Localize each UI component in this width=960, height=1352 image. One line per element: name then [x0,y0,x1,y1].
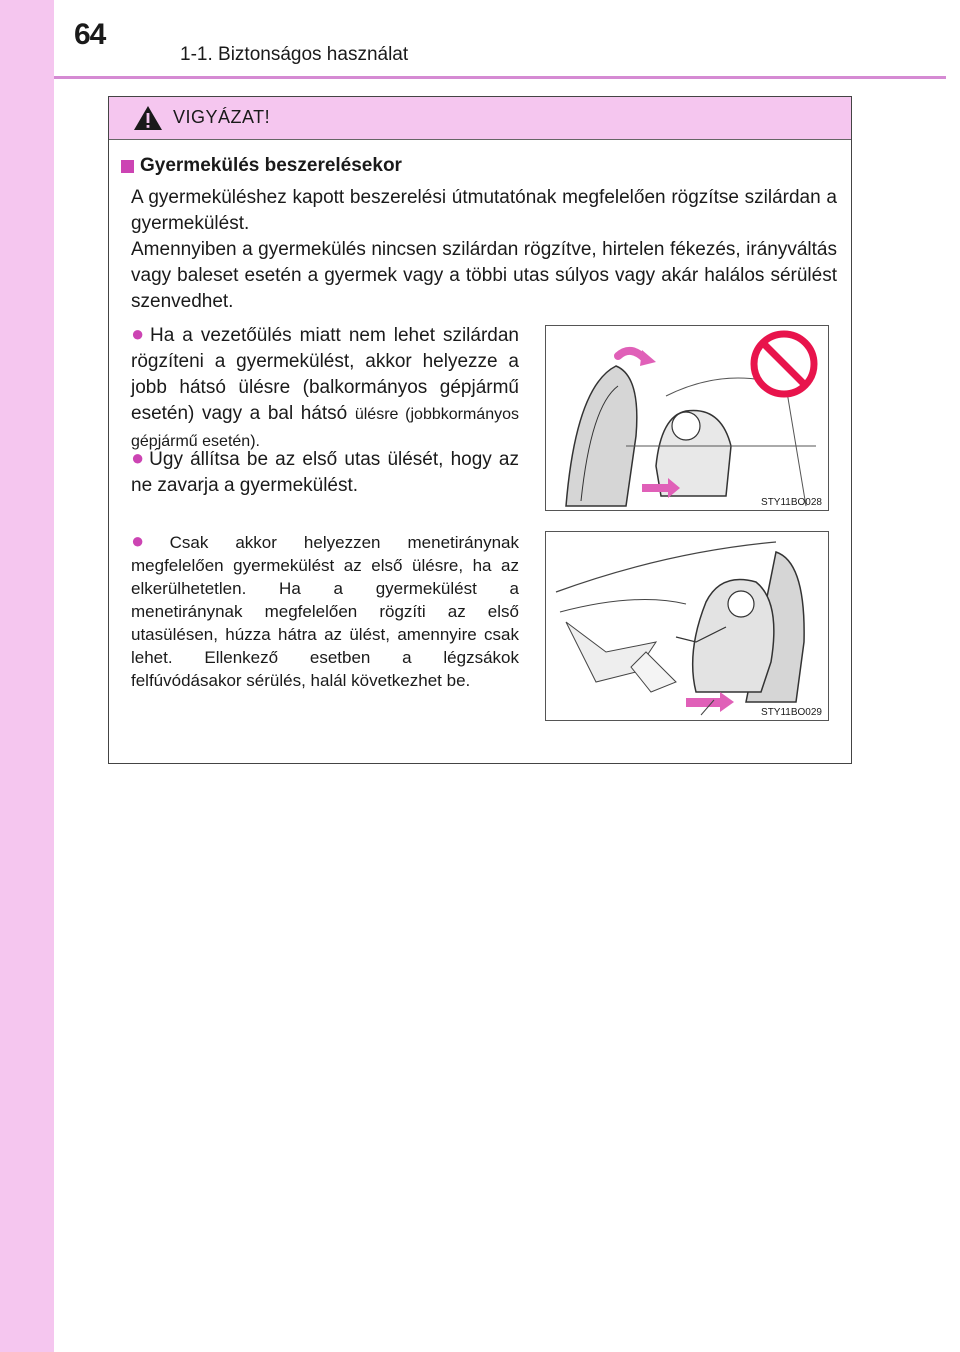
bullet-text: Úgy állítsa be az első utas ülését, hogy az ne zavarja a gyermekülést. [131,449,519,496]
bullet-item [131,321,519,455]
circle-bullet-icon: ● [131,445,147,470]
figure-caption: STY11BO029 [761,707,822,718]
warning-title: VIGYÁZAT! [173,107,271,127]
bullet-text-small: ülésre (jobbkormányos gépjármű esetén). [131,406,519,450]
section-title: 1-1. Biztonságos használat [180,44,409,65]
square-bullet-icon [121,160,134,173]
circle-bullet-icon: ● [131,321,147,346]
header-rule [54,76,946,79]
car-seat-illustration-2 [546,532,828,720]
side-strip [0,0,54,1352]
bullet-text: Ha a vezetőülés miatt nem lehet szilárdan rögzíteni a gyermekülést, akkor helyezze a jobb hátsó ülésre (balkormányos gépjármű esetén) vagy a bal hátsó [131,325,519,424]
car-seat-illustration-1 [546,326,828,510]
page-number: 64 [74,18,106,51]
bullet-text: Csak akkor helyezzen menetiránynak megfelelően gyermekülést az első ülésre, ha az elkerülhetetlen. Ha a gyermekülést a menetiránynak megfelelően rögzíti az első utasülésen, húzza hátra az ülést, amennyire csak lehet. Ellenkező esetben a légzsákok felfúvódásakor sérülés, halál következhet be. [131,533,519,690]
warning-box [108,96,852,764]
paragraph-2: Amennyiben a gyermekülés nincsen szilárdan rögzítve, hirtelen fékezés, irányváltás vagy baleset esetén a gyermek vagy a többi utas súlyos vagy akár halálos sérülést szenvedhet. [131,239,837,312]
circle-bullet-icon: ● [131,528,167,553]
warning-header [109,97,851,140]
figure-front-seat-illustration [545,531,829,721]
warning-triangle-icon [133,105,163,131]
bullet-item [131,445,519,499]
sub-heading-text: Gyermekülés beszerelésekor [140,155,402,176]
paragraph-1: A gyermeküléshez kapott beszerelési útmutatónak megfelelően rögzítse szilárdan a gyermekülést. [131,187,837,234]
figure-caption: STY11BO028 [761,497,822,508]
bullet-item [131,529,519,692]
sub-heading [121,155,402,177]
figure-rear-seat-illustration [545,325,829,511]
